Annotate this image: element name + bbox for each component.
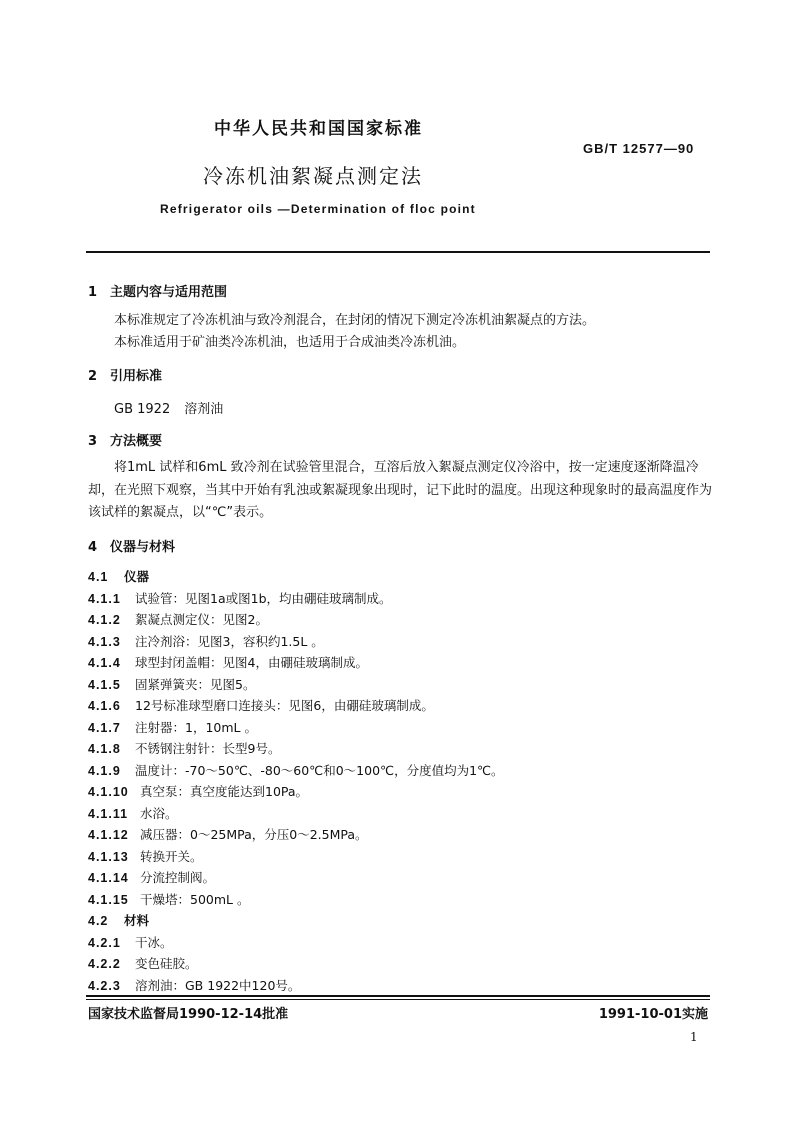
- clause-item: [88, 803, 712, 825]
- clause-item: [88, 846, 712, 868]
- clause-item: [88, 717, 712, 739]
- clause-item: [88, 738, 712, 760]
- page-number: 1: [690, 1030, 698, 1044]
- clause-text: 减压器：0～25MPa，分压0～2.5MPa。: [140, 827, 368, 842]
- clause-text: 球型封闭盖帽：见图4，由硼硅玻璃制成。: [135, 655, 368, 670]
- clause-number: 4.1.8: [88, 742, 121, 756]
- clause-text: 注射器：1，10mL 。: [135, 719, 257, 735]
- section-title: 方法概要: [110, 434, 163, 449]
- clause-number: 4.1.1: [88, 591, 121, 606]
- clause-text: 干冰。: [135, 934, 173, 950]
- clause-text: 絮凝点测定仪：见图2。: [135, 612, 268, 627]
- section-number: 2: [88, 369, 98, 384]
- clause-text: 水浴。: [140, 805, 178, 821]
- clause-number: 4.1.6: [88, 699, 121, 713]
- clause-item: [88, 975, 712, 997]
- clause-item: [88, 824, 712, 846]
- section-number: 4: [88, 540, 98, 555]
- approval-note: 国家技术监督局1990-12-14批准: [88, 1007, 289, 1022]
- clause-number: 4.1.7: [88, 720, 121, 735]
- header-divider: [86, 251, 710, 253]
- clause-item: [88, 588, 712, 610]
- clause-number: 4.1.14: [88, 871, 129, 885]
- clause-number: 4.1.5: [88, 677, 121, 692]
- clause-text: 分流控制阀。: [140, 870, 216, 885]
- clause-item: [88, 566, 712, 588]
- standard-code: GB/T 12577—90: [583, 141, 695, 156]
- clause-number: 4.1.11: [88, 806, 129, 821]
- section-4-heading: [88, 536, 175, 555]
- section-title: 仪器与材料: [110, 540, 176, 555]
- clause-text: 温度计：-70～50℃、-80～60℃和0～100℃，分度值均为1℃。: [135, 762, 504, 778]
- clause-text: 注冷剂浴：见图3，容积约1.5L 。: [135, 633, 324, 649]
- section-number: 3: [88, 434, 98, 449]
- clause-item: [88, 674, 712, 696]
- clause-number: 4.1.9: [88, 763, 121, 778]
- section-3-paragraph: 将1mL 试样和6mL 致冷剂在试验管里混合，互溶后放入絮凝点测定仪冷浴中，按一定速度逐渐降温冷却，在光照下观察，当其中开始有乳浊或絮凝现象出现时，记下此时的温度。出现这种现象时的最高温度作为该试样的絮凝点，以“℃”表示。: [88, 460, 713, 520]
- clause-item: [88, 781, 712, 803]
- clause-number: 4.1.3: [88, 634, 121, 649]
- section-title: 引用标准: [110, 369, 163, 384]
- standard-org-title: 中华人民共和国国家标准: [214, 119, 423, 139]
- section-title: 主题内容与适用范围: [110, 285, 228, 300]
- clause-number: 4.1.2: [88, 613, 121, 627]
- section-2-heading: [88, 365, 162, 384]
- effective-date: 1991-10-01实施: [598, 1007, 708, 1022]
- clause-text: 干燥塔：500mL 。: [140, 891, 250, 907]
- clause-number: 4.1.12: [88, 828, 129, 842]
- clause-number: 4.1.4: [88, 656, 121, 670]
- section-3-heading: [88, 430, 162, 449]
- clause-text: 变色硅胶。: [135, 956, 198, 971]
- clause-item: [88, 609, 712, 631]
- clause-number: 4.1.13: [88, 849, 129, 864]
- clause-text: 转换开关。: [140, 848, 203, 864]
- clause-number: 4.2: [88, 914, 109, 928]
- clause-text: 试验管：见图1a或图1b，均由硼硅玻璃制成。: [135, 590, 392, 606]
- section-1-paragraph-2: 本标准适用于矿油类冷冻机油，也适用于合成油类冷冻机油。: [114, 335, 466, 350]
- clause-text: 仪器: [124, 569, 150, 584]
- clause-item: [88, 652, 712, 674]
- clause-text: 材料: [124, 913, 150, 928]
- clause-list: [88, 566, 712, 996]
- clause-text: 不锈钢注射针：长型9号。: [135, 741, 281, 756]
- clause-number: 4.2.2: [88, 957, 121, 971]
- clause-text: 固紧弹簧夹：见图5。: [135, 676, 256, 692]
- referenced-standard-name: 溶剂油: [184, 402, 224, 417]
- section-1-paragraph-1: 本标准规定了冷冻机油与致冷剂混合，在封闭的情况下测定冷冻机油絮凝点的方法。: [114, 313, 596, 328]
- clause-item: [88, 910, 712, 932]
- clause-item: [88, 953, 712, 975]
- clause-item: [88, 889, 712, 911]
- clause-number: 4.2.3: [88, 978, 121, 993]
- section-number: 1: [88, 285, 98, 300]
- footer-divider-thin: [86, 999, 710, 1000]
- clause-item: [88, 760, 712, 782]
- clause-number: 4.1.10: [88, 785, 129, 799]
- clause-item: [88, 932, 712, 954]
- clause-text: 12号标准球型磨口连接头：见图6，由硼硅玻璃制成。: [135, 698, 434, 713]
- clause-number: 4.1: [88, 570, 109, 584]
- clause-item: [88, 695, 712, 717]
- footer-divider-thick: [86, 995, 710, 997]
- clause-number: 4.2.1: [88, 935, 121, 950]
- section-1-heading: [88, 281, 227, 300]
- clause-item: [88, 867, 712, 889]
- clause-item: [88, 631, 712, 653]
- document-title-english: Refrigerator oils —Determination of floc point: [160, 202, 476, 216]
- clause-text: 真空泵：真空度能达到10Pa。: [140, 784, 309, 799]
- referenced-standard-code: GB 1922: [114, 402, 171, 417]
- clause-number: 4.1.15: [88, 892, 129, 907]
- referenced-standard: [114, 398, 223, 417]
- document-title: 冷冻机油絮凝点测定法: [203, 164, 423, 188]
- clause-text: 溶剂油：GB 1922中120号。: [135, 977, 301, 993]
